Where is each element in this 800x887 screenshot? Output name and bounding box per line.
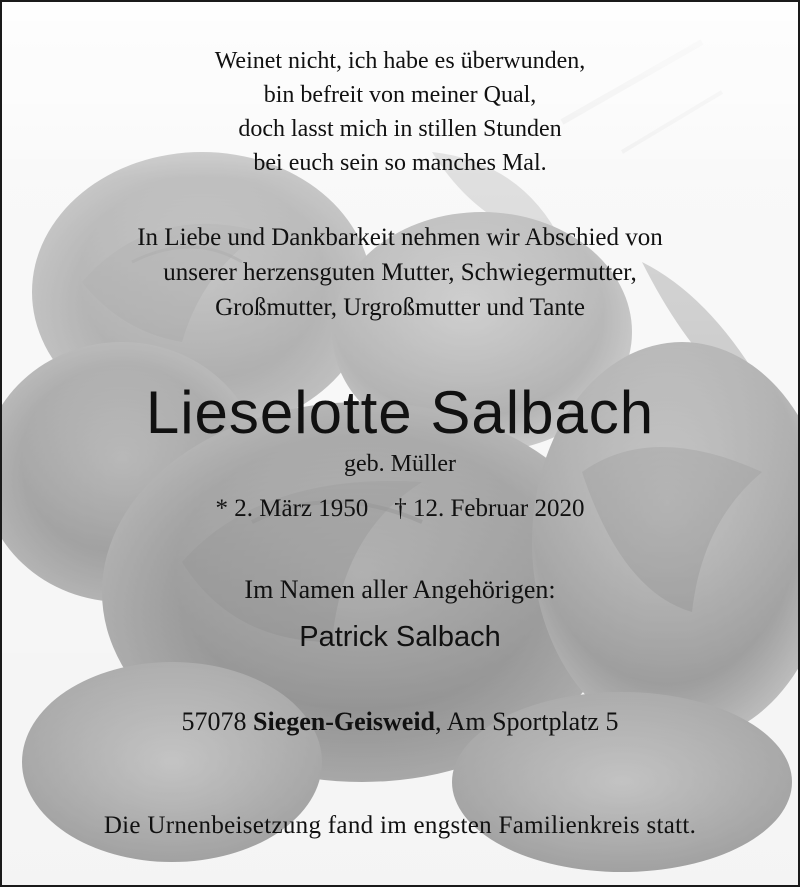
signer-name: Patrick Salbach xyxy=(299,621,501,653)
postal-code: 57078 xyxy=(181,707,247,736)
address xyxy=(2,704,798,740)
death-date: † 12. Februar 2020 xyxy=(394,495,585,522)
relatives-label: Im Namen aller Angehörigen: xyxy=(244,575,556,604)
farewell-line: Großmutter, Urgroßmutter und Tante xyxy=(215,294,585,321)
poem-line: doch lasst mich in stillen Stunden xyxy=(238,116,562,142)
birth-name: geb. Müller xyxy=(344,451,456,477)
farewell-text xyxy=(2,220,798,325)
poem-line: Weinet nicht, ich habe es überwunden, xyxy=(214,48,586,74)
birth-date: * 2. März 1950 xyxy=(215,495,369,522)
poem xyxy=(2,44,798,180)
burial-note: Die Urnenbeisetzung fand im engsten Familienkreis statt. xyxy=(103,812,697,839)
city: Siegen-Geisweid xyxy=(253,707,436,736)
farewell-line: In Liebe und Dankbarkeit nehmen wir Abschied von xyxy=(137,224,663,251)
deceased-name: Lieselotte Salbach xyxy=(145,379,655,446)
poem-line: bin befreit von meiner Qual, xyxy=(263,82,537,108)
farewell-line: unserer herzensguten Mutter, Schwiegermutter, xyxy=(163,259,637,286)
poem-line: bei euch sein so manches Mal. xyxy=(253,150,547,176)
street: , Am Sportplatz 5 xyxy=(435,707,619,736)
life-dates xyxy=(2,492,798,526)
